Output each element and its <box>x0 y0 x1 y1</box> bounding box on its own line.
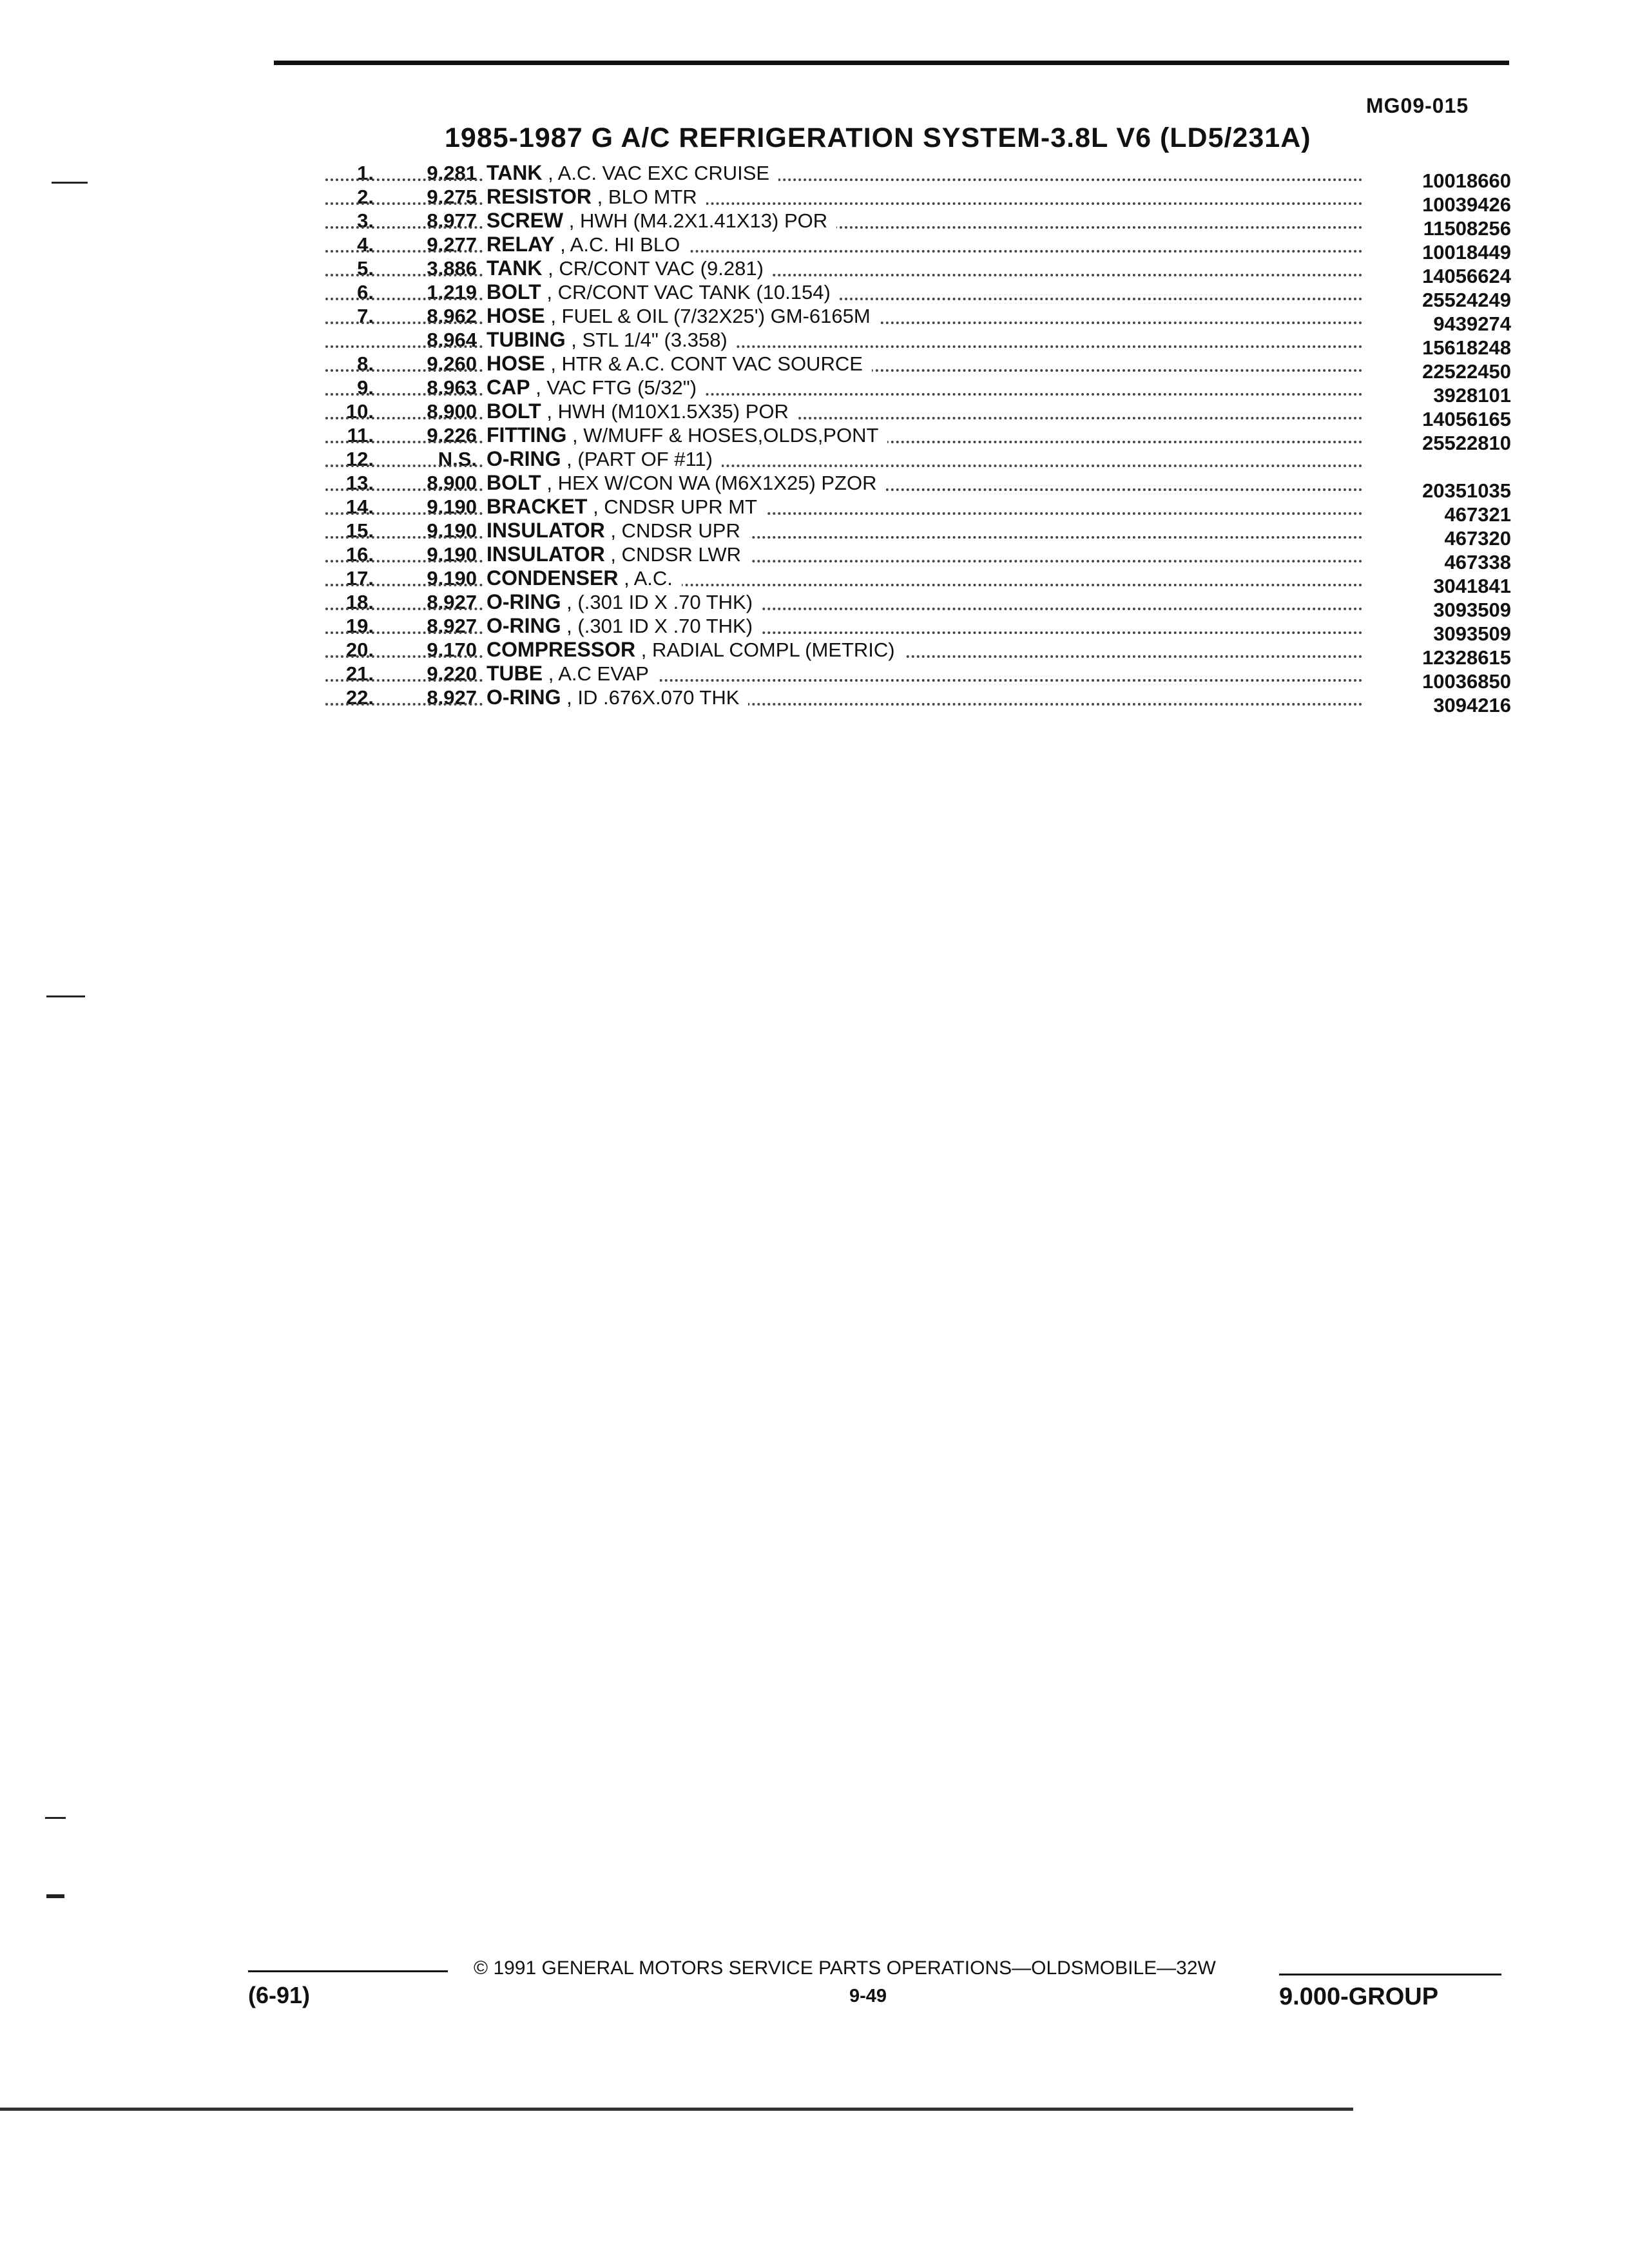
part-description <box>483 161 1363 185</box>
leader-dots <box>325 584 1363 586</box>
part-detail: , FUEL & OIL (7/32X25') GM-6165M <box>550 305 871 327</box>
item-number: 10. <box>345 400 374 423</box>
bottom-rule <box>0 2108 1353 2111</box>
part-number: 15618248 <box>1422 336 1511 359</box>
part-number: 3041841 <box>1433 575 1511 597</box>
part-number: 12328615 <box>1422 646 1511 669</box>
part-detail: , BLO MTR <box>597 186 697 208</box>
group-number: 8.962 <box>427 305 477 327</box>
margin-mark <box>45 1817 66 1819</box>
item-number: 13. <box>345 472 374 494</box>
document-code: MG09-015 <box>1366 94 1469 117</box>
group-number: 9.170 <box>427 639 477 661</box>
leader-dots <box>325 679 1363 682</box>
part-row <box>325 376 1511 407</box>
part-row <box>325 447 1511 471</box>
group-number: N.S. <box>438 448 477 470</box>
part-description <box>483 352 1363 376</box>
part-row <box>325 233 1511 264</box>
part-number: 14056624 <box>1422 265 1511 287</box>
part-description <box>483 185 1363 209</box>
group-number: 8.927 <box>427 591 477 613</box>
part-name: O-RING <box>487 614 561 637</box>
part-number: 9439274 <box>1433 312 1511 335</box>
margin-mark <box>46 1894 64 1898</box>
group-number: 8.900 <box>427 400 477 423</box>
part-description <box>483 280 1363 304</box>
part-detail: , HWH (M4.2X1.41X13) POR <box>568 209 828 232</box>
group-number: 8.927 <box>427 615 477 637</box>
part-row <box>325 519 1511 550</box>
part-description <box>483 376 1363 399</box>
leader-dots <box>325 274 1363 276</box>
group-number: 9.281 <box>427 162 477 184</box>
group-number: 8.977 <box>427 209 477 232</box>
footer-rule-left <box>248 1970 448 1972</box>
part-name: FITTING <box>487 423 567 447</box>
leader-dots <box>325 226 1363 229</box>
footer-date: (6-91) <box>248 1982 311 2008</box>
group-number: 9.190 <box>427 567 477 590</box>
page-number: 9-49 <box>849 1986 887 2006</box>
part-detail: , VAC FTG (5/32") <box>535 376 697 399</box>
group-number: 3.886 <box>427 257 477 280</box>
part-number: 11508256 <box>1423 217 1511 240</box>
part-name: CONDENSER <box>487 566 619 590</box>
part-detail: , HWH (M10X1.5X35) POR <box>546 400 789 423</box>
part-name: HOSE <box>487 304 545 327</box>
item-number: 5. <box>357 257 374 280</box>
item-number: 15. <box>345 519 374 542</box>
part-name: INSULATOR <box>487 519 605 542</box>
part-detail: , A.C. <box>624 567 673 590</box>
footer-copyright: © 1991 GENERAL MOTORS SERVICE PARTS OPERATIONS—OLDSMOBILE—32W <box>474 1957 1216 1979</box>
leader-dots <box>325 345 1363 348</box>
part-name: O-RING <box>487 447 561 470</box>
leader-dots <box>325 178 1363 181</box>
leader-dots <box>325 393 1363 396</box>
part-row <box>325 304 1511 335</box>
group-number: 9.275 <box>427 186 477 208</box>
part-detail: , HEX W/CON WA (M6X1X25) PZOR <box>546 472 877 494</box>
part-row <box>325 399 1511 430</box>
part-description <box>483 423 1363 447</box>
leader-dots <box>325 512 1363 515</box>
part-number: 3094216 <box>1433 694 1511 716</box>
part-name: HOSE <box>487 352 545 375</box>
leader-dots <box>325 202 1363 205</box>
part-number: 14056165 <box>1422 408 1511 430</box>
part-description <box>483 638 1363 662</box>
part-number: 10039426 <box>1422 193 1511 216</box>
group-number: 1.219 <box>427 281 477 303</box>
part-name: TUBE <box>487 662 543 685</box>
part-number: 10018449 <box>1422 241 1511 264</box>
part-row <box>325 256 1511 287</box>
group-number: 8.927 <box>427 686 477 709</box>
part-detail: , A.C. VAC EXC CRUISE <box>548 162 770 184</box>
part-number: 467338 <box>1444 551 1511 573</box>
part-detail: , CR/CONT VAC TANK (10.154) <box>546 281 831 303</box>
leader-dots <box>325 298 1363 300</box>
part-description <box>483 209 1363 233</box>
part-number: 22522450 <box>1422 360 1511 383</box>
part-row <box>325 686 1511 716</box>
leader-dots <box>325 703 1363 706</box>
item-number: 2. <box>357 186 374 208</box>
page-title: 1985-1987 G A/C REFRIGERATION SYSTEM-3.8L V6 (LD5/231A) <box>445 122 1311 153</box>
part-detail: , CNDSR UPR MT <box>593 495 757 518</box>
item-number: 12. <box>345 448 374 470</box>
item-number: 9. <box>357 376 374 399</box>
part-row <box>325 638 1511 669</box>
part-description <box>483 662 1363 686</box>
leader-dots <box>325 250 1363 253</box>
part-description <box>483 590 1363 614</box>
part-name: BOLT <box>487 280 541 303</box>
group-number: 9.220 <box>427 662 477 685</box>
part-row <box>325 471 1511 502</box>
group-number: 8.963 <box>427 376 477 399</box>
part-detail: , CNDSR UPR <box>610 519 740 542</box>
part-row <box>325 209 1511 240</box>
part-name: CAP <box>487 376 530 399</box>
part-name: RESISTOR <box>487 185 592 208</box>
item-number: 6. <box>357 281 374 303</box>
part-row <box>325 662 1511 693</box>
leader-dots <box>325 417 1363 419</box>
part-row <box>325 328 1511 359</box>
item-number: 17. <box>345 567 374 590</box>
part-detail: , (PART OF #11) <box>566 448 713 470</box>
margin-mark <box>46 995 85 997</box>
part-description <box>483 686 1363 709</box>
part-detail: , STL 1/4" (3.358) <box>571 329 728 351</box>
part-description <box>483 519 1363 543</box>
part-number: 10018660 <box>1422 169 1511 192</box>
part-description <box>483 233 1363 256</box>
part-row <box>325 566 1511 597</box>
part-number: 467321 <box>1444 503 1511 526</box>
group-number: 9.226 <box>427 424 477 447</box>
part-name: SCREW <box>487 209 564 232</box>
part-name: TANK <box>487 161 543 184</box>
leader-dots <box>325 536 1363 539</box>
part-row <box>325 543 1511 573</box>
group-number: 9.190 <box>427 495 477 518</box>
part-description <box>483 399 1363 423</box>
part-name: BRACKET <box>487 495 588 518</box>
part-detail: , CNDSR LWR <box>610 543 741 566</box>
part-number: 25522810 <box>1422 432 1511 454</box>
item-number: 14. <box>345 495 374 518</box>
part-name: RELAY <box>487 233 555 256</box>
part-description <box>483 495 1363 519</box>
part-row <box>325 352 1511 383</box>
group-number: 9.190 <box>427 543 477 566</box>
leader-dots <box>325 608 1363 610</box>
part-detail: , A.C EVAP <box>548 662 649 685</box>
part-description <box>483 543 1363 566</box>
part-detail: , HTR & A.C. CONT VAC SOURCE <box>550 352 863 375</box>
item-number: 20. <box>345 639 374 661</box>
part-number: 3928101 <box>1433 384 1511 407</box>
footer-rule-right <box>1279 1974 1501 1975</box>
part-description <box>483 304 1363 328</box>
item-number: 18. <box>345 591 374 613</box>
group-number: 9.190 <box>427 519 477 542</box>
item-number: 21. <box>345 662 374 685</box>
part-row <box>325 590 1511 621</box>
group-number: 9.277 <box>427 233 477 256</box>
parts-list <box>325 161 1511 716</box>
part-description <box>483 447 1363 471</box>
part-description <box>483 566 1363 590</box>
part-name: O-RING <box>487 590 561 613</box>
item-number: 11. <box>347 424 374 447</box>
leader-dots <box>325 465 1363 467</box>
item-number: 8. <box>357 352 374 375</box>
footer-group: 9.000-GROUP <box>1279 1983 1439 2010</box>
part-number: 467320 <box>1444 527 1511 550</box>
part-name: TANK <box>487 256 543 280</box>
part-description <box>483 328 1363 352</box>
part-number: 3093509 <box>1433 599 1511 621</box>
part-detail: , A.C. HI BLO <box>560 233 680 256</box>
part-name: BOLT <box>487 471 541 494</box>
group-number: 8.964 <box>427 329 477 351</box>
leader-dots <box>325 560 1363 562</box>
part-number: 10036850 <box>1422 670 1511 693</box>
part-detail: , CR/CONT VAC (9.281) <box>548 257 764 280</box>
leader-dots <box>325 631 1363 634</box>
group-number: 8.900 <box>427 472 477 494</box>
group-number: 9.260 <box>427 352 477 375</box>
top-rule <box>274 61 1509 65</box>
item-number: 16. <box>345 543 374 566</box>
margin-mark <box>52 182 88 184</box>
part-number: 3093509 <box>1433 622 1511 645</box>
part-number: 25524249 <box>1422 289 1511 311</box>
part-detail: , RADIAL COMPL (METRIC) <box>641 639 895 661</box>
item-number: 4. <box>357 233 374 256</box>
part-name: INSULATOR <box>487 543 605 566</box>
part-description <box>483 471 1363 495</box>
part-row <box>325 280 1511 311</box>
part-row <box>325 614 1511 645</box>
part-number: 20351035 <box>1422 479 1511 502</box>
part-row <box>325 161 1511 192</box>
part-detail: , ID .676X.070 THK <box>566 686 740 709</box>
part-name: O-RING <box>487 686 561 709</box>
part-row <box>325 495 1511 526</box>
part-name: COMPRESSOR <box>487 638 636 661</box>
item-number: 1. <box>357 162 374 184</box>
item-number: 3. <box>357 209 374 232</box>
part-description <box>483 256 1363 280</box>
item-number: 22. <box>345 686 374 709</box>
item-number: 19. <box>345 615 374 637</box>
part-detail: , (.301 ID X .70 THK) <box>566 615 753 637</box>
part-detail: , (.301 ID X .70 THK) <box>566 591 753 613</box>
part-row <box>325 423 1511 454</box>
part-description <box>483 614 1363 638</box>
part-row <box>325 185 1511 216</box>
part-name: TUBING <box>487 328 566 351</box>
part-detail: , W/MUFF & HOSES,OLDS,PONT <box>572 424 879 447</box>
item-number: 7. <box>357 305 374 327</box>
part-name: BOLT <box>487 399 541 423</box>
